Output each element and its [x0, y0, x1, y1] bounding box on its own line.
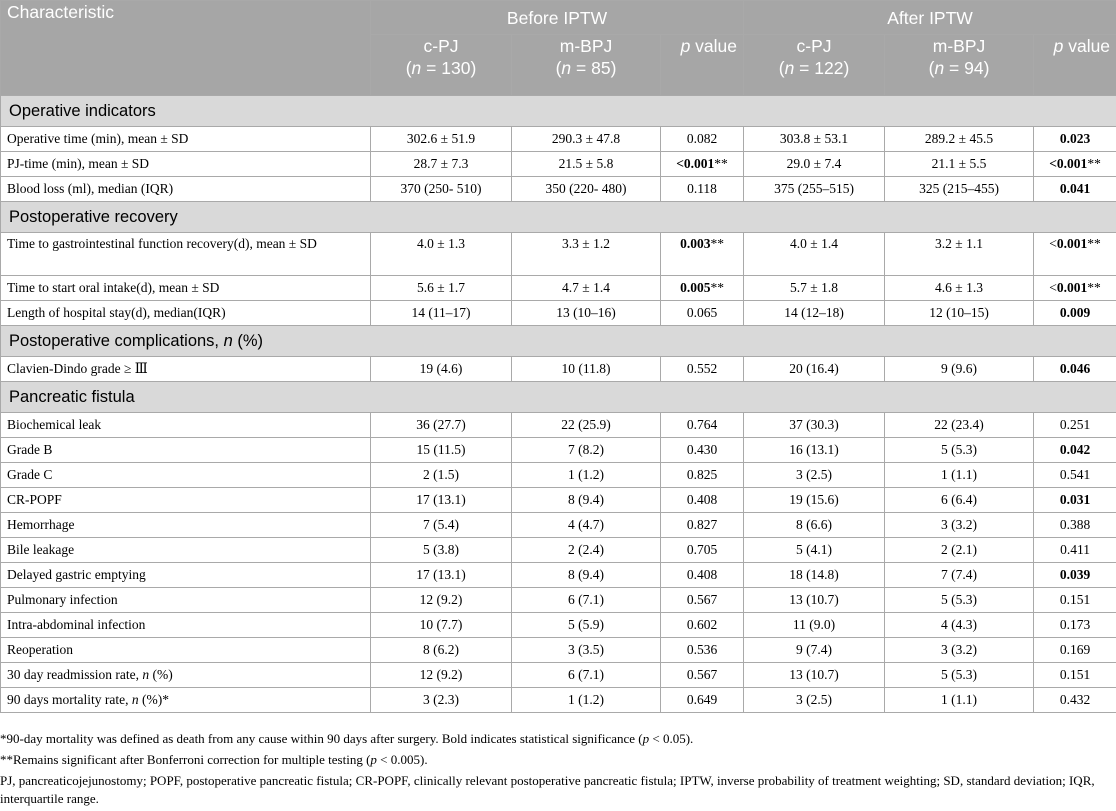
table-row — [1, 613, 1116, 638]
row-label: Hemorrhage — [1, 513, 371, 538]
after-cpj-value: 29.0 ± 7.4 — [744, 152, 885, 177]
before-p-value: 0.567 — [661, 588, 744, 613]
table-row — [1, 688, 1116, 713]
before-cpj-value: 15 (11.5) — [371, 438, 512, 463]
after-cpj-value: 37 (30.3) — [744, 413, 885, 438]
row-label: Clavien-Dindo grade ≥ Ⅲ — [1, 357, 371, 382]
after-cpj-value: 13 (10.7) — [744, 663, 885, 688]
row-label: Reoperation — [1, 638, 371, 663]
section-title: Pancreatic fistula — [1, 382, 1116, 413]
table-header — [1, 1, 1116, 96]
after-p-value: <0.001** — [1034, 152, 1116, 177]
row-label: Time to start oral intake(d), mean ± SD — [1, 276, 371, 301]
before-mbpj-value: 8 (9.4) — [512, 488, 661, 513]
before-mbpj-value: 1 (1.2) — [512, 463, 661, 488]
before-p-value: 0.825 — [661, 463, 744, 488]
section-header — [1, 202, 1116, 233]
section-title: Operative indicators — [1, 96, 1116, 127]
after-p-value: 0.041 — [1034, 177, 1116, 202]
before-mbpj-value: 2 (2.4) — [512, 538, 661, 563]
row-label: Grade C — [1, 463, 371, 488]
table-row — [1, 413, 1116, 438]
row-label: Grade B — [1, 438, 371, 463]
before-p-value: 0.552 — [661, 357, 744, 382]
table-body — [1, 96, 1116, 713]
table-row — [1, 588, 1116, 613]
after-p-value: 0.039 — [1034, 563, 1116, 588]
table-row — [1, 663, 1116, 688]
before-p-value: 0.567 — [661, 663, 744, 688]
before-mbpj-value: 13 (10–16) — [512, 301, 661, 326]
row-label: CR-POPF — [1, 488, 371, 513]
before-mbpj-value: 290.3 ± 47.8 — [512, 127, 661, 152]
table-row — [1, 563, 1116, 588]
after-p-value: 0.411 — [1034, 538, 1116, 563]
after-mbpj-header: m-BPJ (n = 94) — [885, 35, 1034, 96]
section-title: Postoperative recovery — [1, 202, 1116, 233]
table-row — [1, 463, 1116, 488]
after-p-value: 0.169 — [1034, 638, 1116, 663]
before-cpj-value: 12 (9.2) — [371, 663, 512, 688]
after-cpj-value: 14 (12–18) — [744, 301, 885, 326]
after-p-value-header: p value — [1034, 35, 1116, 96]
after-p-value: 0.031 — [1034, 488, 1116, 513]
table-row — [1, 538, 1116, 563]
after-cpj-value: 5 (4.1) — [744, 538, 885, 563]
row-label: 90 days mortality rate, n (%)* — [1, 688, 371, 713]
before-cpj-value: 19 (4.6) — [371, 357, 512, 382]
after-mbpj-value: 3 (3.2) — [885, 513, 1034, 538]
after-cpj-value: 18 (14.8) — [744, 563, 885, 588]
after-cpj-value: 8 (6.6) — [744, 513, 885, 538]
before-cpj-value: 7 (5.4) — [371, 513, 512, 538]
row-label: Delayed gastric emptying — [1, 563, 371, 588]
characteristic-header: Characteristic — [1, 1, 371, 96]
after-cpj-header: c-PJ (n = 122) — [744, 35, 885, 96]
before-mbpj-value: 1 (1.2) — [512, 688, 661, 713]
after-cpj-value: 5.7 ± 1.8 — [744, 276, 885, 301]
before-mbpj-value: 350 (220- 480) — [512, 177, 661, 202]
after-cpj-value: 16 (13.1) — [744, 438, 885, 463]
before-cpj-value: 2 (1.5) — [371, 463, 512, 488]
after-p-value: <0.001** — [1034, 233, 1116, 276]
table-row — [1, 638, 1116, 663]
before-p-value: 0.118 — [661, 177, 744, 202]
before-mbpj-value: 6 (7.1) — [512, 663, 661, 688]
before-mbpj-header: m-BPJ (n = 85) — [512, 35, 661, 96]
table-row — [1, 301, 1116, 326]
before-cpj-value: 28.7 ± 7.3 — [371, 152, 512, 177]
table-row — [1, 233, 1116, 276]
after-p-value: <0.001** — [1034, 276, 1116, 301]
before-iptw-header: Before IPTW — [371, 1, 744, 35]
after-cpj-value: 20 (16.4) — [744, 357, 885, 382]
after-mbpj-value: 3 (3.2) — [885, 638, 1034, 663]
after-mbpj-value: 1 (1.1) — [885, 463, 1034, 488]
row-label: PJ-time (min), mean ± SD — [1, 152, 371, 177]
after-mbpj-value: 22 (23.4) — [885, 413, 1034, 438]
after-mbpj-value: 4.6 ± 1.3 — [885, 276, 1034, 301]
before-p-value: 0.705 — [661, 538, 744, 563]
after-p-value: 0.388 — [1034, 513, 1116, 538]
after-p-value: 0.042 — [1034, 438, 1116, 463]
row-label: Time to gastrointestinal function recovery(d), mean ± SD — [1, 233, 371, 276]
after-mbpj-value: 325 (215–455) — [885, 177, 1034, 202]
after-p-value: 0.151 — [1034, 588, 1116, 613]
before-p-value: 0.003** — [661, 233, 744, 276]
after-mbpj-value: 12 (10–15) — [885, 301, 1034, 326]
after-cpj-value: 19 (15.6) — [744, 488, 885, 513]
after-mbpj-value: 5 (5.3) — [885, 663, 1034, 688]
section-header — [1, 382, 1116, 413]
after-mbpj-value: 4 (4.3) — [885, 613, 1034, 638]
after-cpj-value: 375 (255–515) — [744, 177, 885, 202]
before-p-value: 0.408 — [661, 488, 744, 513]
after-iptw-header: After IPTW — [744, 1, 1116, 35]
before-mbpj-value: 6 (7.1) — [512, 588, 661, 613]
after-mbpj-value: 2 (2.1) — [885, 538, 1034, 563]
before-mbpj-value: 3.3 ± 1.2 — [512, 233, 661, 276]
before-cpj-value: 10 (7.7) — [371, 613, 512, 638]
before-mbpj-value: 7 (8.2) — [512, 438, 661, 463]
after-mbpj-value: 6 (6.4) — [885, 488, 1034, 513]
before-mbpj-value: 21.5 ± 5.8 — [512, 152, 661, 177]
before-cpj-value: 3 (2.3) — [371, 688, 512, 713]
after-p-value: 0.046 — [1034, 357, 1116, 382]
table-row — [1, 177, 1116, 202]
before-mbpj-value: 4.7 ± 1.4 — [512, 276, 661, 301]
before-mbpj-value: 8 (9.4) — [512, 563, 661, 588]
before-mbpj-value: 5 (5.9) — [512, 613, 661, 638]
row-label: 30 day readmission rate, n (%) — [1, 663, 371, 688]
footnote-bonferroni: **Remains significant after Bonferroni correction for multiple testing (p < 0.005). — [0, 751, 1110, 769]
after-cpj-value: 3 (2.5) — [744, 688, 885, 713]
footnote-abbreviations: PJ, pancreaticojejunostomy; POPF, postoperative pancreatic fistula; CR-POPF, clinically relevant postoperative pancreatic fistula; IPTW, inverse probability of treatment weighting; SD, standard deviation; IQR, interquartile range. — [0, 772, 1110, 808]
after-cpj-value: 13 (10.7) — [744, 588, 885, 613]
before-mbpj-value: 22 (25.9) — [512, 413, 661, 438]
before-p-value: 0.764 — [661, 413, 744, 438]
table-row — [1, 438, 1116, 463]
before-cpj-value: 302.6 ± 51.9 — [371, 127, 512, 152]
section-header — [1, 326, 1116, 357]
before-cpj-value: 12 (9.2) — [371, 588, 512, 613]
section-title: Postoperative complications, n (%) — [1, 326, 1116, 357]
after-cpj-value: 9 (7.4) — [744, 638, 885, 663]
row-label: Intra-abdominal infection — [1, 613, 371, 638]
row-label: Blood loss (ml), median (IQR) — [1, 177, 371, 202]
after-mbpj-value: 5 (5.3) — [885, 438, 1034, 463]
after-mbpj-value: 289.2 ± 45.5 — [885, 127, 1034, 152]
before-p-value: <0.001** — [661, 152, 744, 177]
footnote-mortality: *90-day mortality was defined as death from any cause within 90 days after surgery. Bold indicates statistical significance (p < 0.05). — [0, 730, 1110, 748]
before-p-value-header: p value — [661, 35, 744, 96]
table-row — [1, 513, 1116, 538]
table-row — [1, 127, 1116, 152]
before-p-value: 0.430 — [661, 438, 744, 463]
before-cpj-value: 4.0 ± 1.3 — [371, 233, 512, 276]
before-mbpj-value: 10 (11.8) — [512, 357, 661, 382]
before-cpj-header: c-PJ (n = 130) — [371, 35, 512, 96]
before-p-value: 0.536 — [661, 638, 744, 663]
before-p-value: 0.408 — [661, 563, 744, 588]
after-cpj-value: 4.0 ± 1.4 — [744, 233, 885, 276]
after-mbpj-value: 3.2 ± 1.1 — [885, 233, 1034, 276]
before-p-value: 0.082 — [661, 127, 744, 152]
before-cpj-value: 17 (13.1) — [371, 488, 512, 513]
after-mbpj-value: 9 (9.6) — [885, 357, 1034, 382]
before-cpj-value: 17 (13.1) — [371, 563, 512, 588]
after-p-value: 0.023 — [1034, 127, 1116, 152]
row-label: Operative time (min), mean ± SD — [1, 127, 371, 152]
before-mbpj-value: 4 (4.7) — [512, 513, 661, 538]
before-mbpj-value: 3 (3.5) — [512, 638, 661, 663]
before-p-value: 0.649 — [661, 688, 744, 713]
after-mbpj-value: 7 (7.4) — [885, 563, 1034, 588]
after-mbpj-value: 21.1 ± 5.5 — [885, 152, 1034, 177]
after-p-value: 0.173 — [1034, 613, 1116, 638]
row-label: Biochemical leak — [1, 413, 371, 438]
before-cpj-value: 370 (250- 510) — [371, 177, 512, 202]
after-p-value: 0.009 — [1034, 301, 1116, 326]
after-cpj-value: 11 (9.0) — [744, 613, 885, 638]
before-p-value: 0.827 — [661, 513, 744, 538]
after-mbpj-value: 1 (1.1) — [885, 688, 1034, 713]
before-cpj-value: 5 (3.8) — [371, 538, 512, 563]
before-cpj-value: 36 (27.7) — [371, 413, 512, 438]
before-cpj-value: 8 (6.2) — [371, 638, 512, 663]
table-row — [1, 152, 1116, 177]
row-label: Bile leakage — [1, 538, 371, 563]
before-cpj-value: 14 (11–17) — [371, 301, 512, 326]
before-p-value: 0.065 — [661, 301, 744, 326]
after-cpj-value: 3 (2.5) — [744, 463, 885, 488]
section-header — [1, 96, 1116, 127]
row-label: Length of hospital stay(d), median(IQR) — [1, 301, 371, 326]
after-p-value: 0.251 — [1034, 413, 1116, 438]
after-p-value: 0.151 — [1034, 663, 1116, 688]
table-row — [1, 357, 1116, 382]
after-cpj-value: 303.8 ± 53.1 — [744, 127, 885, 152]
table-row — [1, 276, 1116, 301]
after-p-value: 0.541 — [1034, 463, 1116, 488]
table-row — [1, 488, 1116, 513]
before-cpj-value: 5.6 ± 1.7 — [371, 276, 512, 301]
after-mbpj-value: 5 (5.3) — [885, 588, 1034, 613]
row-label: Pulmonary infection — [1, 588, 371, 613]
after-p-value: 0.432 — [1034, 688, 1116, 713]
before-p-value: 0.005** — [661, 276, 744, 301]
footnotes — [0, 730, 1110, 811]
before-p-value: 0.602 — [661, 613, 744, 638]
